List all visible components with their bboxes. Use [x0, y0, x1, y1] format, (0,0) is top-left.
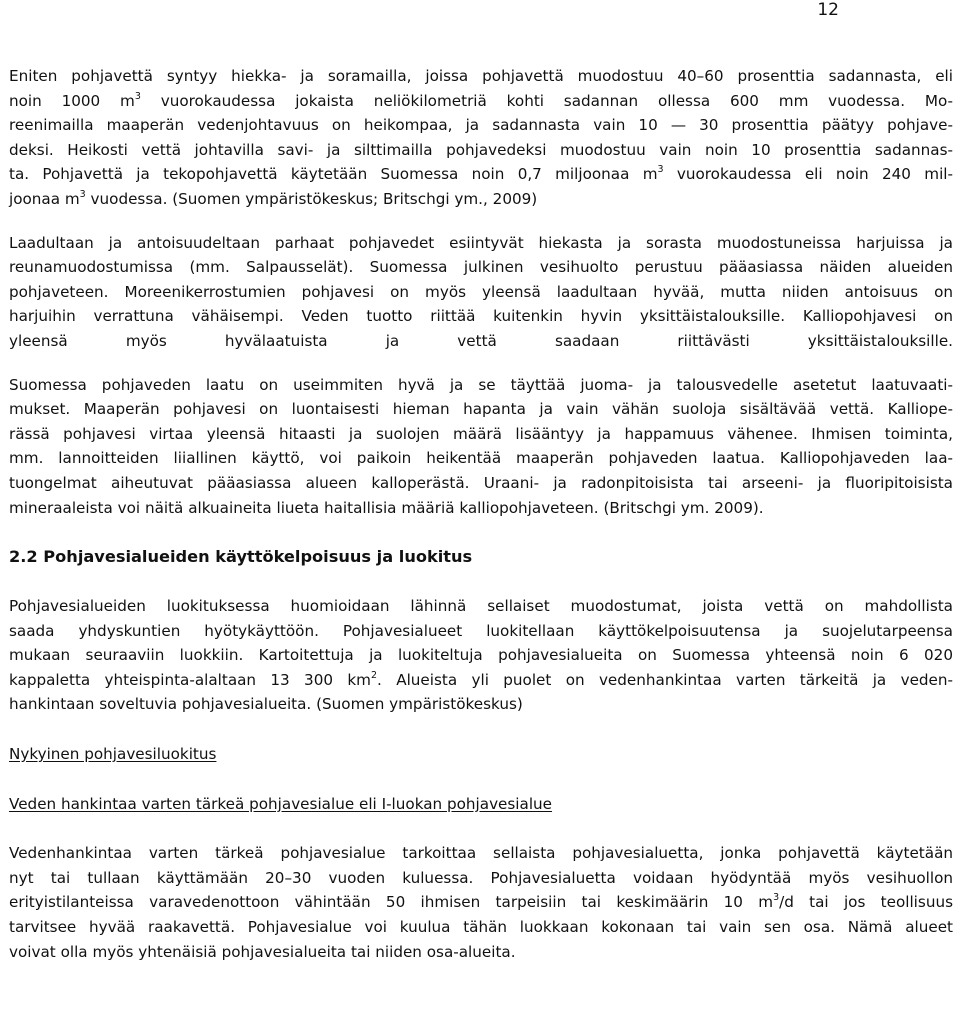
text-line: [9, 162, 953, 187]
paragraph-groundwater-chemistry: [9, 373, 953, 521]
subheading-current-classification: Nykyinen pohjavesiluokitus: [9, 745, 217, 764]
text-line: tuongelmat aiheutuvat pääasiassa alueen kalloperästä. Uraani- ja radonpitoisista tai arseeni- ja fluoripitoisista: [9, 473, 953, 492]
text-line: pohjaveteen. Moreenikerrostumien pohjavesi on myös yleensä laadultaan hyvää, mutta niiden antoisuus on: [9, 282, 953, 301]
paragraph-groundwater-formation: [9, 64, 953, 212]
text-line: saada yhdyskuntien hyötykäyttöön. Pohjavesialueet luokitellaan käyttökelpoisuutensa ja suojelutarpeensa: [9, 621, 953, 640]
text-segment: vuorokaudessa eli noin 240 mil-: [663, 165, 953, 184]
text-line: Pohjavesialueiden luokituksessa huomioidaan lähinnä sellaiset muodostumat, joista vettä on mahdollista: [9, 597, 953, 616]
text-line: reenimailla maaperän vedenjohtavuus on heikompaa, ja sadannasta vain 10 — 30 prosenttia päätyy pohjave-: [9, 116, 953, 135]
text-segment: kappaletta yhteispinta-alaltaan 13 300 km: [9, 670, 371, 689]
text-segment: erityistilanteissa varavedenottoon vähintään 50 ihmisen tarpeisiin tai keskimäärin 10 m: [9, 893, 774, 912]
text-segment: joonaa m: [9, 189, 80, 208]
text-segment: . Alueista yli puolet on vedenhankintaa varten tärkeitä ja veden-: [377, 670, 953, 689]
text-line: mm. lannoitteiden liiallinen käyttö, voi paikoin heikentää maaperän pohjaveden laatua. Kalliopohjaveden laa-: [9, 449, 953, 468]
text-segment: vuorokaudessa jokaista neliökilometriä kohti sadannan ollessa 600 mm vuodessa. Mo-: [140, 91, 953, 110]
text-segment: ta. Pohjavettä ja tekopohjavettä käytetään Suomessa noin 0,7 miljoonaa m: [9, 165, 658, 184]
text-line: harjuihin verrattuna vähäisempi. Veden tuotto riittää kuitenkin hyvin yksittäistalouksille. Kalliopohjavesi on: [9, 307, 953, 326]
text-line: [9, 187, 953, 212]
text-line: Laadultaan ja antoisuudeltaan parhaat pohjavedet esiintyvät hiekasta ja sorasta muodostuneissa harjuissa ja: [9, 233, 953, 252]
text-line: [9, 89, 953, 114]
text-line: reunamuodostumissa (mm. Salpausselät). Suomessa julkinen vesihuolto perustuu pääasiassa näiden alueiden: [9, 258, 953, 277]
text-line: nyt tai tullaan käyttämään 20–30 vuoden kuluessa. Pohjavesialuetta voidaan hyödyntää myös vesihuollon: [9, 868, 953, 887]
superscript: 3: [134, 90, 141, 102]
text-line: hankintaan soveltuvia pohjavesialueita. (Suomen ympäristökeskus): [9, 695, 523, 714]
text-line: yleensä myös hyvälaatuista ja vettä saadaan riittävästi yksittäistalouksille.: [9, 331, 953, 350]
page-number: 12: [817, 0, 839, 20]
text-line: deksi. Heikosti vettä johtavilla savi- ja silttimailla pohjavedeksi muodostuu vain noin 10 prosenttia sadannas-: [9, 140, 953, 159]
superscript: 3: [773, 892, 780, 904]
text-line: Suomessa pohjaveden laatu on useimmiten hyvä ja se täyttää juoma- ja talousvedelle asetetut laatuvaati-: [9, 375, 953, 394]
superscript: 3: [657, 164, 664, 176]
text-line: [9, 890, 953, 915]
text-line: mukaan seuraaviin luokkiin. Kartoitettuja ja luokiteltuja pohjavesialueita on Suomessa yhteensä noin 6 020: [9, 646, 953, 665]
paragraph-groundwater-quality-yield: [9, 231, 953, 354]
text-line: Eniten pohjavettä syntyy hiekka- ja soramailla, joissa pohjavettä muodostuu 40–60 prosenttia sadannasta, eli: [9, 67, 953, 85]
superscript: 2: [370, 669, 378, 681]
text-line: Vedenhankintaa varten tärkeä pohjavesialue tarkoittaa sellaista pohjavesialuetta, jonka pohjavettä käytetään: [9, 844, 953, 863]
text-line: mineraaleista voi näitä alkuaineita liueta haitallisia määriä kalliopohjaveteen. (Britschgi ym. 2009).: [9, 498, 764, 517]
subheading-class-one-area: Veden hankintaa varten tärkeä pohjavesialue eli I-luokan pohjavesialue: [9, 794, 553, 813]
text-line: rässä pohjavesi virtaa yleensä hitaasti ja suolojen määrä lisääntyy ja happamuus vähenee. Ihmisen toiminta,: [9, 424, 953, 443]
superscript: 3: [79, 188, 86, 200]
paragraph-classification: [9, 594, 953, 717]
text-segment: noin 1000 m: [9, 91, 135, 110]
text-line: [9, 668, 953, 693]
text-line: voivat olla myös yhtenäisiä pohjavesialueita tai niiden osa-alueita.: [9, 942, 516, 961]
text-segment: /d tai jos teollisuus: [779, 893, 953, 912]
section-heading: 2.2 Pohjavesialueiden käyttökelpoisuus ja luokitus: [9, 547, 473, 567]
text-line: mukset. Maaperän pohjavesi on luontaisesti hieman hapanta ja vain vähän suoloja sisältävää vettä. Kalliope-: [9, 400, 953, 419]
document-body: [9, 64, 953, 964]
paragraph-class-one-definition: [9, 841, 953, 964]
text-segment: vuodessa. (Suomen ympäristökeskus; Britschgi ym., 2009): [85, 189, 538, 208]
text-line: tarvitsee hyvää raakavettä. Pohjavesialue voi kuulua tähän luokkaan kokonaan tai vain sen osa. Nämä alueet: [9, 918, 953, 937]
